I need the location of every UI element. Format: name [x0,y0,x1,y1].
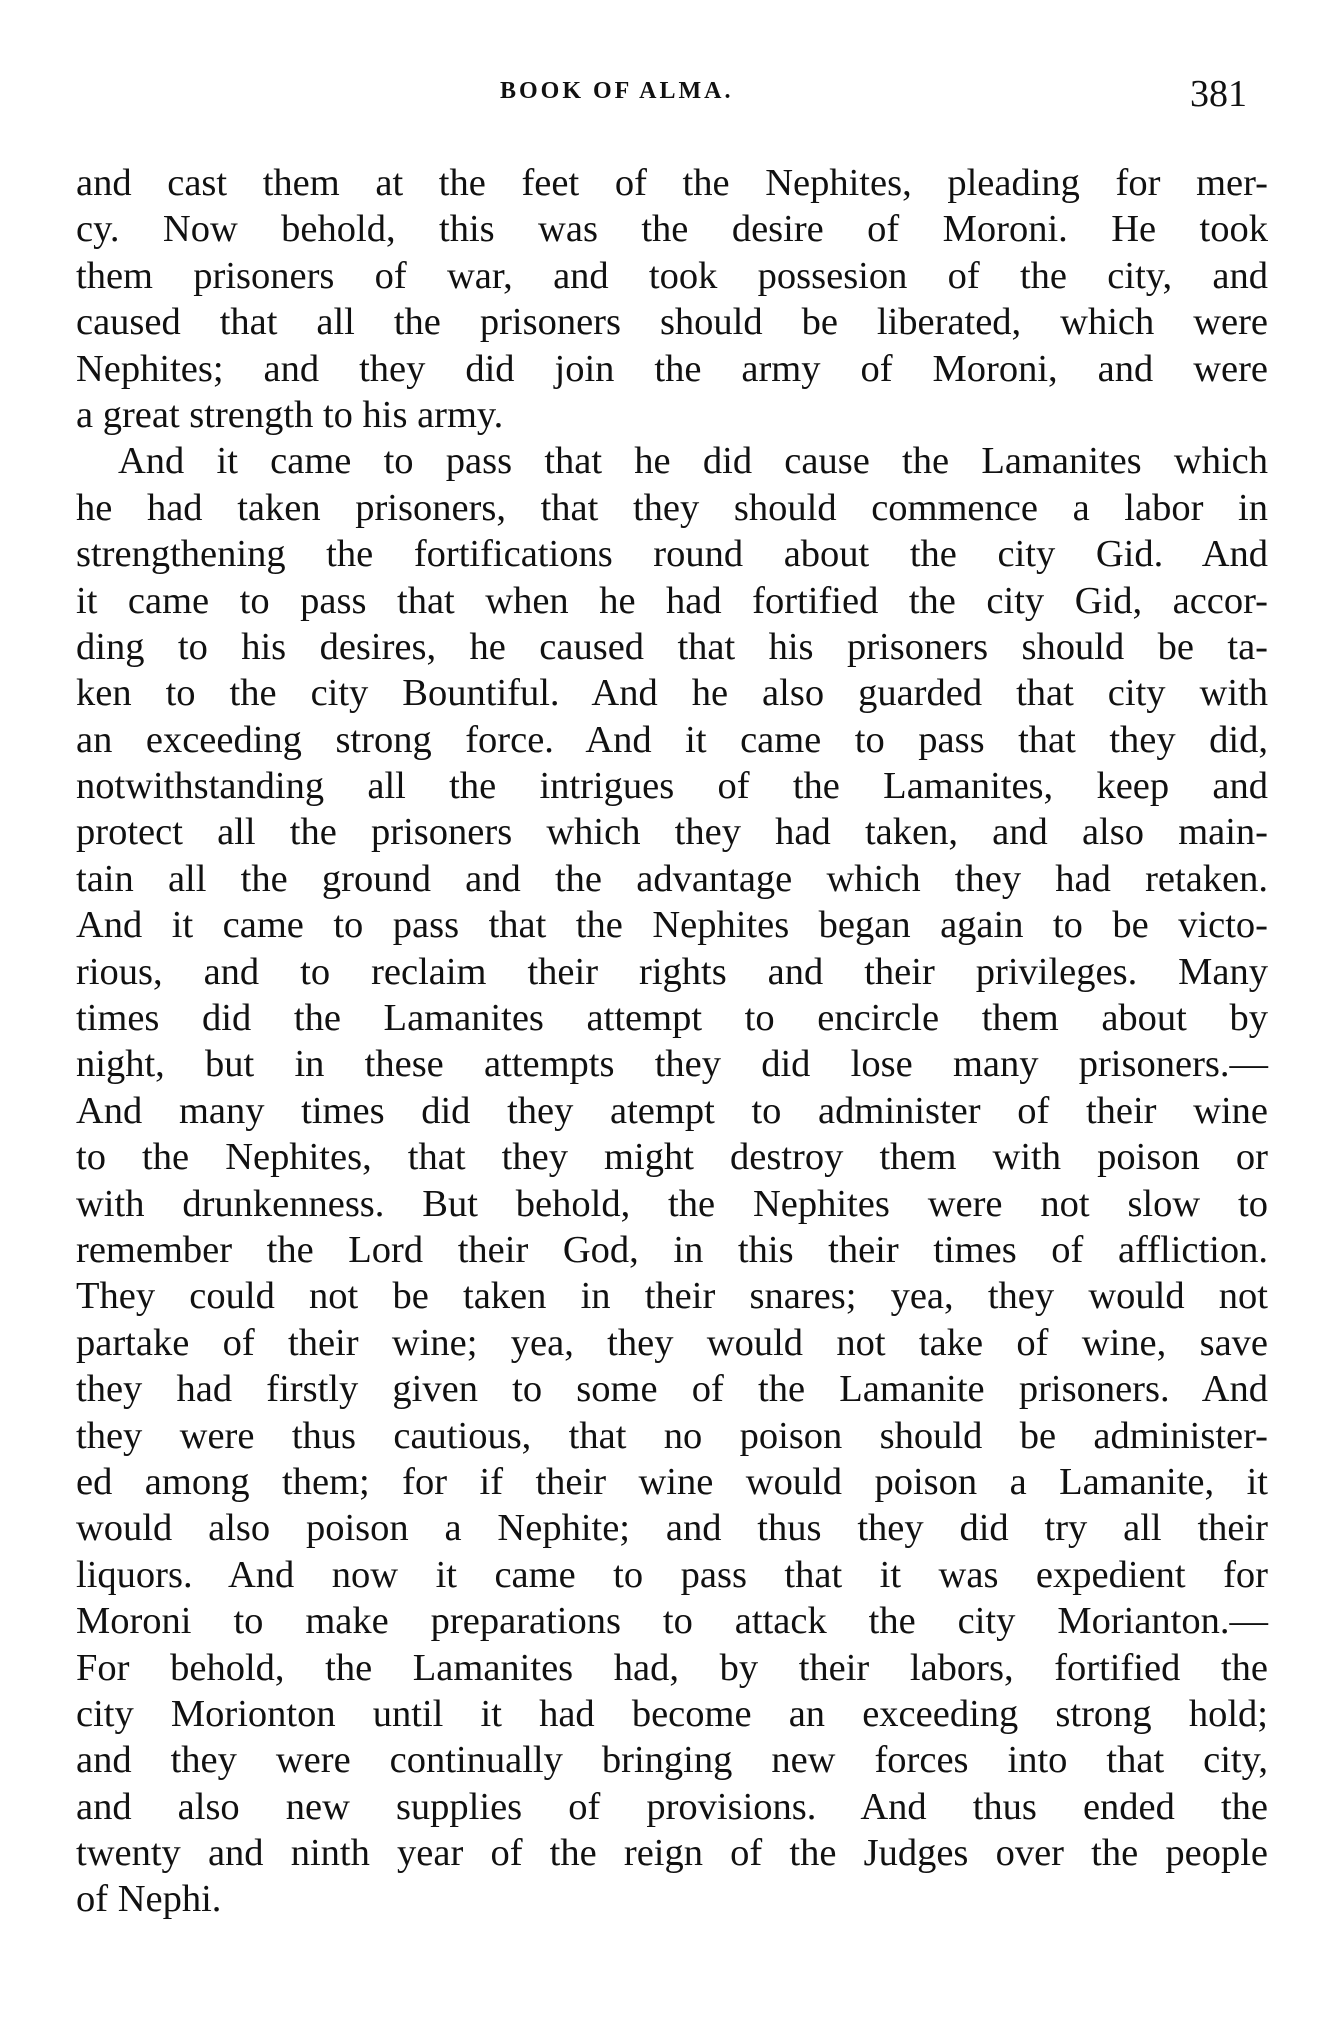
text-line: a great strength to his army. [76,393,504,436]
text-line: And many times did they atempt to administer of their wine [76,1089,1268,1132]
text-line: and they were continually bringing new forces into that city, [76,1739,1268,1782]
text-line: night, but in these attempts they did lose many prisoners.— [76,1043,1268,1086]
text-line: tain all the ground and the advantage which they had retaken. [76,857,1268,900]
text-line: ding to his desires, he caused that his prisoners should be ta- [76,625,1268,668]
text-line: rious, and to reclaim their rights and their privileges. Many [76,950,1268,993]
page-number: 381 [1190,73,1247,115]
text-line: and cast them at the feet of the Nephites, pleading for mer- [76,162,1268,204]
text-line: with drunkenness. But behold, the Nephites were not slow to [76,1182,1268,1225]
text-line: Nephites; and they did join the army of Moroni, and were [76,347,1268,390]
text-line: Moroni to make preparations to attack the city Morianton.— [76,1600,1268,1643]
text-line: would also poison a Nephite; and thus they did try all their [76,1507,1268,1550]
running-title: BOOK OF ALMA. [500,78,734,104]
text-line: caused that all the prisoners should be liberated, which were [76,301,1268,344]
text-line: times did the Lamanites attempt to encircle them about by [76,997,1268,1040]
text-line: to the Nephites, that they might destroy them with poison or [76,1136,1268,1179]
text-line: strengthening the fortifications round about the city Gid. And [76,533,1268,576]
text-line: an exceeding strong force. And it came to pass that they did, [76,718,1268,761]
text-line: cy. Now behold, this was the desire of Moroni. He took [76,208,1268,251]
running-head [0,73,1337,118]
text-line: them prisoners of war, and took possesion of the city, and [76,254,1268,297]
text-line: And it came to pass that the Nephites began again to be victo- [76,904,1268,947]
text-line: it came to pass that when he had fortified the city Gid, accor- [76,579,1268,622]
text-line: he had taken prisoners, that they should commence a labor in [76,486,1268,529]
text-line: ken to the city Bountiful. And he also guarded that city with [76,672,1268,715]
text-line: notwithstanding all the intrigues of the Lamanites, keep and [76,765,1268,808]
text-line: protect all the prisoners which they had taken, and also main- [76,811,1268,854]
text-line: twenty and ninth year of the reign of the Judges over the people [76,1832,1268,1875]
text-line: And it came to pass that he did cause the Lamanites which [118,440,1268,483]
text-line: remember the Lord their God, in this their times of affliction. [76,1228,1268,1271]
body-text [76,160,1268,1923]
text-line: city Morionton until it had become an exceeding strong hold; [76,1692,1268,1735]
text-line: For behold, the Lamanites had, by their labors, fortified the [76,1646,1268,1689]
text-line: partake of their wine; yea, they would not take of wine, save [76,1321,1268,1364]
text-line: of Nephi. [76,1878,222,1921]
text-line: they had firstly given to some of the Lamanite prisoners. And [76,1368,1268,1411]
text-line: ed among them; for if their wine would poison a Lamanite, it [76,1460,1268,1503]
text-line: liquors. And now it came to pass that it was expedient for [76,1553,1268,1596]
text-line: they were thus cautious, that no poison should be administer- [76,1414,1268,1457]
text-line: They could not be taken in their snares; yea, they would not [76,1275,1268,1318]
text-line: and also new supplies of provisions. And thus ended the [76,1785,1268,1828]
